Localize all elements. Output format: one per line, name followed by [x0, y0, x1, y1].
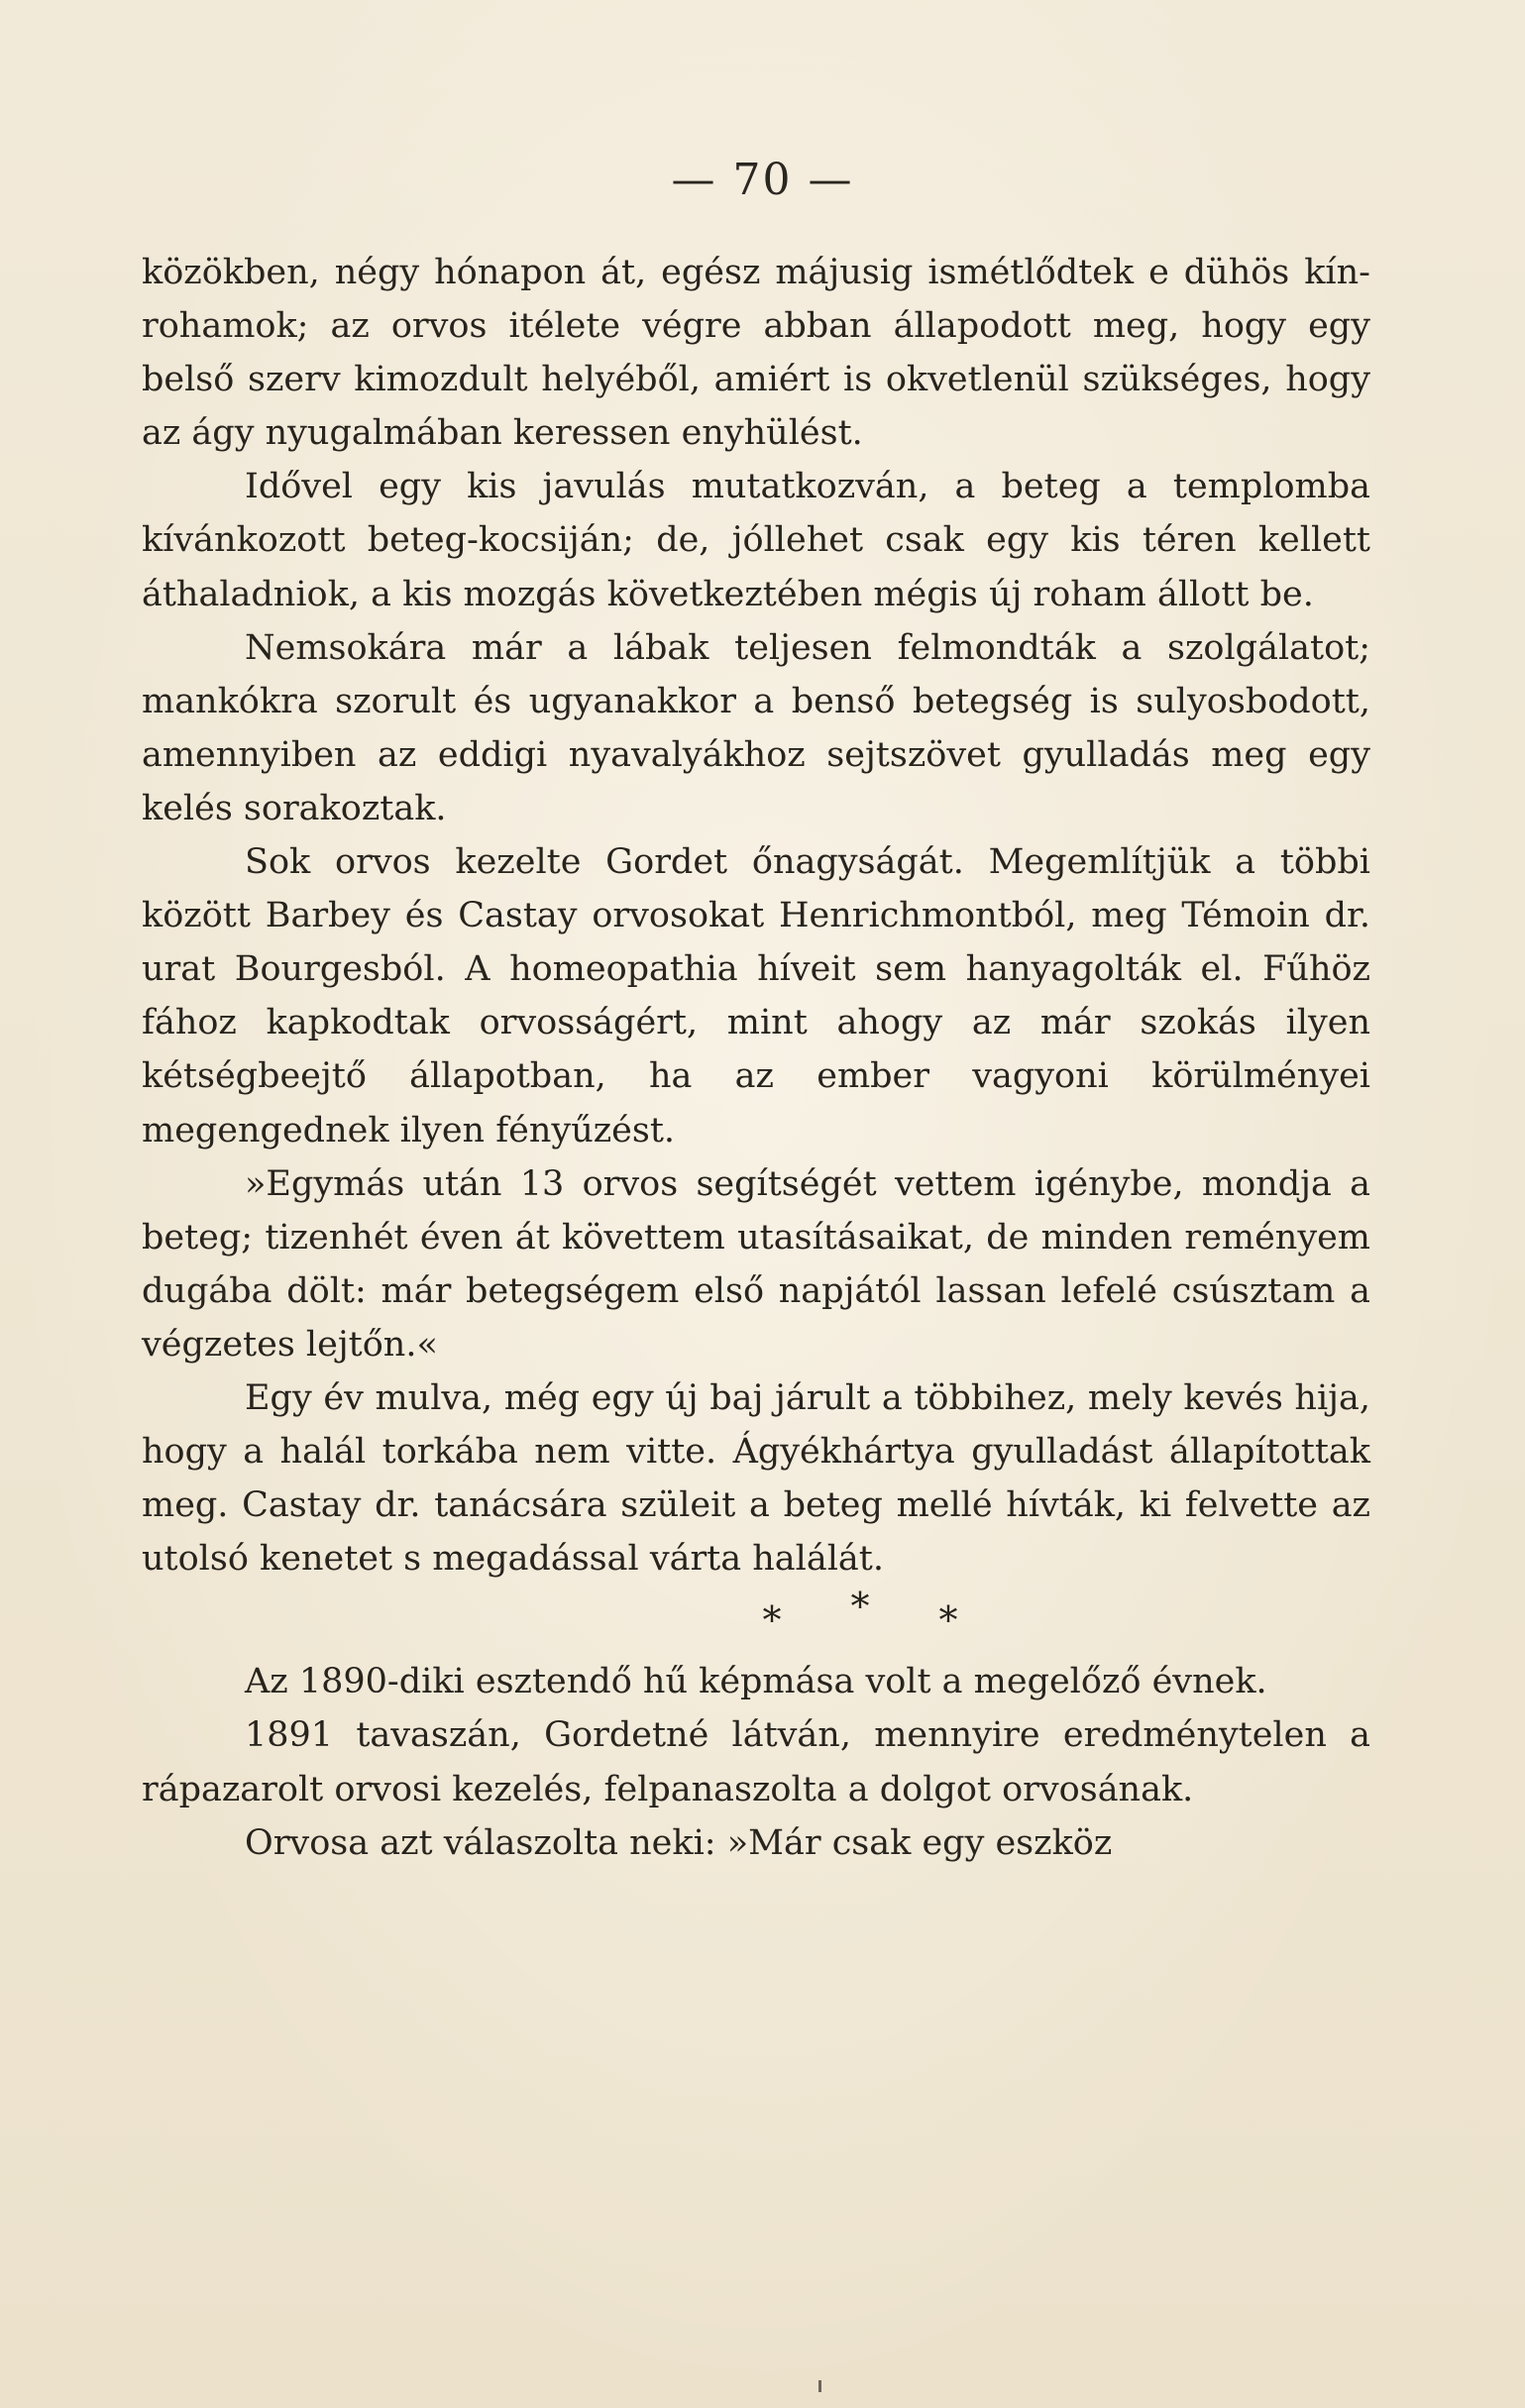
paragraph-8: 1891 tavaszán, Gordetné látván, mennyire eredménytelen a rápazarolt orvosi kezelés, felpanaszolta a dolgot orvosának.: [142, 1715, 1370, 1809]
ink-mark: [818, 2380, 821, 2392]
asterisk: *: [938, 1598, 958, 1643]
paragraph-3: Nemsokára már a lábak teljesen felmondták a szolgálatot; mankókra szorult és ugyanakkor a benső betegség is sulyosbodott, amennyiben az eddigi nyavalyákhoz sejtszövet gyulladás meg egy kelés sorakoztak.: [142, 627, 1370, 828]
section-separator: [142, 1585, 1370, 1647]
paragraph-9: Orvosa azt válaszolta neki: »Már csak egy eszköz: [245, 1822, 1113, 1863]
paragraph-7: Az 1890-diki esztendő hű képmása volt a megelőző évnek.: [245, 1662, 1267, 1702]
page-number: — 70 —: [671, 155, 854, 205]
paragraph-5: »Egymás után 13 orvos segítségét vettem igénybe, mondja a beteg; tizenhét éven át követtem utasításaikat, de minden reményem dugába dölt: már betegségem első napjától lassan lefelé csúsztam a végzetes lejtőn.«: [142, 1163, 1370, 1365]
asterisk: *: [762, 1598, 782, 1643]
paragraph-4: Sok orvos kezelte Gordet őnagyságát. Megemlítjük a többi között Barbey és Castay orvosokat Henrichmontból, meg Témoin dr. urat Bourgesból. A homeopathia híveit sem hanyagolták el. Fűhöz fához kapkodtak orvosságért, mint ahogy az már szokás ilyen kétségbeejtő állapotban, ha az ember vagyoni körülményei megengednek ilyen fényűzést.: [142, 842, 1370, 1150]
body-text: [142, 246, 1370, 1870]
asterisk: *: [850, 1585, 870, 1629]
paragraph-6: Egy év mulva, még egy új baj járult a többihez, mely kevés hija, hogy a halál torkába nem vitte. Ágyékhártya gyulladást állapítottak meg. Castay dr. tanácsára szüleit a beteg mellé hívták, ki felvette az utolsó kenetet s megadással várta halálát.: [142, 1377, 1370, 1580]
paragraph-1: közökben, négy hónapon át, egész májusig ismétlődtek e dühös kín-rohamok; az orvos itélete végre abban állapodott meg, hogy egy belső szerv kimozdult helyéből, amiért is okvetlenül szükséges, hogy az ágy nyugalmában keressen enyhülést.: [142, 253, 1370, 454]
paragraph-2: Idővel egy kis javulás mutatkozván, a beteg a templomba kívánkozott beteg-kocsiján; de, jóllehet csak egy kis téren kellett áthaladniok, a kis mozgás következtében mégis új roham állott be.: [142, 467, 1370, 614]
